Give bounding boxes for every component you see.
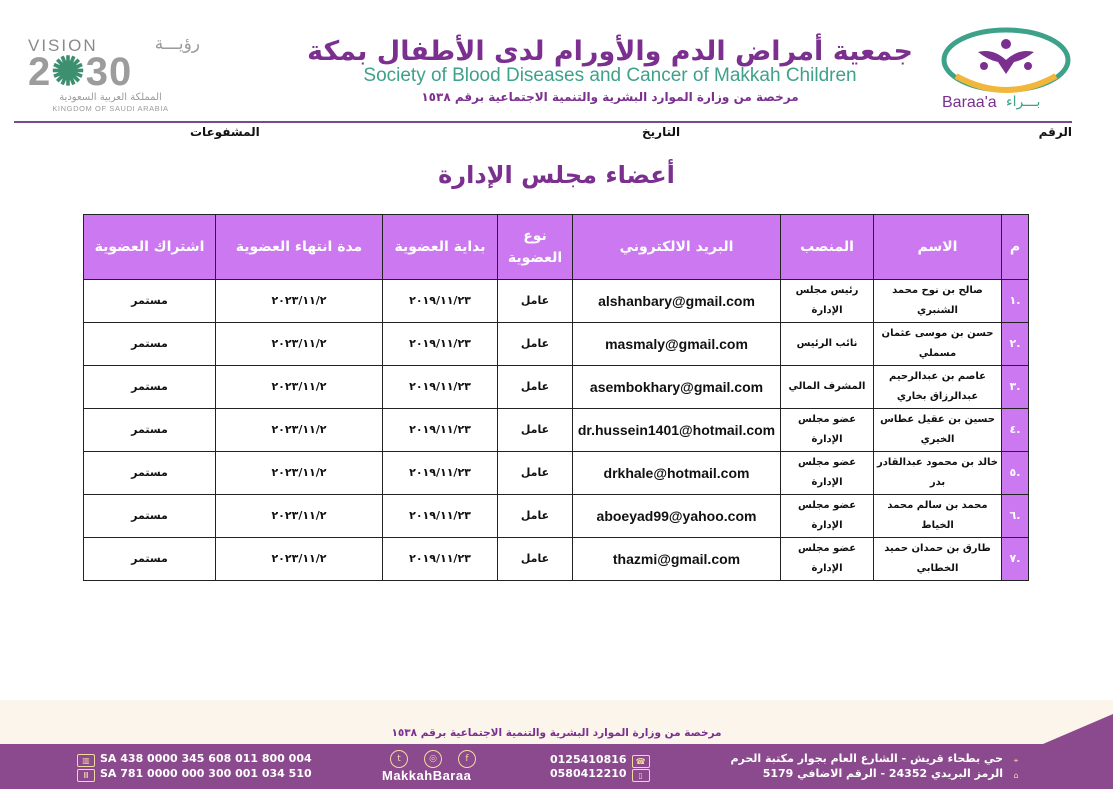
table-row xyxy=(84,280,1029,323)
logo-caption-arabic: بـــراء xyxy=(1006,94,1041,110)
vision-label: VISION xyxy=(28,36,98,55)
cell-membership-start: ٢٠١٩/١١/٢٣ xyxy=(383,452,498,495)
address-line-1: ⌖حي بطحاء قريش - الشارع العام بجوار مكتبة الحرم xyxy=(730,752,1029,766)
logo-caption-english: Baraa'a xyxy=(942,94,997,111)
cell-position: رئيس مجلس الإدارة xyxy=(781,280,874,323)
phone-icon: ☎ xyxy=(632,755,650,768)
cell-membership-type: عامل xyxy=(498,323,573,366)
cell-membership-type: عامل xyxy=(498,538,573,581)
header-position: المنصب xyxy=(781,215,874,280)
cell-position: عضو مجلس الإدارة xyxy=(781,495,874,538)
cell-subscription: مستمر xyxy=(84,409,216,452)
phone-number: 0125410816 ☎ xyxy=(550,753,655,768)
letterhead xyxy=(0,0,1113,122)
mobile-icon: ▯ xyxy=(632,769,650,782)
header-membership-end: مدة انتهاء العضوية xyxy=(216,215,383,280)
organization-name-english: Society of Blood Diseases and Cancer of Makkah Children xyxy=(363,65,857,86)
cell-position: عضو مجلس الإدارة xyxy=(781,452,874,495)
cell-name: حسين بن عقيل عطاس الخيري xyxy=(874,409,1002,452)
cell-email: asembokhary@gmail.com xyxy=(573,366,781,409)
cell-subscription: مستمر xyxy=(84,280,216,323)
cell-email: masmaly@gmail.com xyxy=(573,323,781,366)
cell-membership-type: عامل xyxy=(498,366,573,409)
footer-license-note: مرخصة من وزارة الموارد البشرية والتنمية الاجتماعية برقم ١٥٣٨ xyxy=(391,727,722,739)
cell-membership-start: ٢٠١٩/١١/٢٣ xyxy=(383,409,498,452)
cell-subscription: مستمر xyxy=(84,366,216,409)
cell-membership-type: عامل xyxy=(498,495,573,538)
cell-email: drkhale@hotmail.com xyxy=(573,452,781,495)
cell-name: صالح بن نوح محمد الشنبري xyxy=(874,280,1002,323)
cell-membership-end: ٢٠٢٣/١١/٢ xyxy=(216,409,383,452)
table-row xyxy=(84,409,1029,452)
cell-membership-end: ٢٠٢٣/١١/٢ xyxy=(216,323,383,366)
vision-arabic-label: رؤيـــة xyxy=(154,34,200,54)
letterhead-footer xyxy=(0,700,1113,789)
cell-name: حسن بن موسى عثمان مسملي xyxy=(874,323,1002,366)
social-handle: MakkahBaraa xyxy=(382,768,472,783)
cell-membership-type: عامل xyxy=(498,409,573,452)
header-membership-subscription: اشتراك العضوية xyxy=(84,215,216,280)
mobile-number: 0580412210 ▯ xyxy=(550,767,655,782)
cell-num: .٢ xyxy=(1002,323,1029,366)
kingdom-arabic-label: المملكة العربية السعودية xyxy=(59,92,162,103)
baraa-emblem-icon xyxy=(938,26,1076,96)
twitter-icon[interactable]: t xyxy=(390,750,408,768)
social-icons xyxy=(382,750,484,768)
date-label: التاريخ xyxy=(642,125,681,139)
cell-membership-end: ٢٠٢٣/١١/٢ xyxy=(216,495,383,538)
cell-position: نائب الرئيس xyxy=(781,323,874,366)
cell-membership-end: ٢٠٢٣/١١/٢ xyxy=(216,366,383,409)
cell-email: dr.hussein1401@hotmail.com xyxy=(573,409,781,452)
bank-account-2: Ⅲ SA 781 0000 000 300 001 034 510 xyxy=(72,767,312,782)
cell-name: طارق بن حمدان حميد الخطابي xyxy=(874,538,1002,581)
reference-number-label: الرقم xyxy=(1038,125,1072,139)
address-line-2: ⌂الرمز البريدي 24352 - الرقم الاضافي 5179 xyxy=(763,767,1029,781)
table-row xyxy=(84,538,1029,581)
cell-num: .١ xyxy=(1002,280,1029,323)
header-membership-start: بداية العضوية xyxy=(383,215,498,280)
bank-icon: ▥ xyxy=(77,754,95,767)
cell-subscription: مستمر xyxy=(84,323,216,366)
cell-membership-type: عامل xyxy=(498,452,573,495)
cell-membership-start: ٢٠١٩/١١/٢٣ xyxy=(383,538,498,581)
cell-position: عضو مجلس الإدارة xyxy=(781,409,874,452)
table-row xyxy=(84,323,1029,366)
cell-membership-end: ٢٠٢٣/١١/٢ xyxy=(216,280,383,323)
organization-name-block xyxy=(300,36,920,106)
cell-membership-type: عامل xyxy=(498,280,573,323)
cell-subscription: مستمر xyxy=(84,538,216,581)
header-num: م xyxy=(1002,215,1029,280)
cell-membership-start: ٢٠١٩/١١/٢٣ xyxy=(383,495,498,538)
cell-position: المشرف المالي xyxy=(781,366,874,409)
cell-num: .٦ xyxy=(1002,495,1029,538)
header-email: البريد الالكتروني xyxy=(573,215,781,280)
bank-building-icon: Ⅲ xyxy=(77,769,95,782)
vision-emblem-icon: ✺ xyxy=(51,50,86,94)
vision-year: 2✺30 xyxy=(28,50,133,94)
cell-num: .٧ xyxy=(1002,538,1029,581)
attachments-label: المشفوعات xyxy=(190,125,260,139)
cell-membership-end: ٢٠٢٣/١١/٢ xyxy=(216,452,383,495)
vision-2030-logo xyxy=(28,34,200,113)
table-header-row xyxy=(84,215,1029,280)
organization-name-arabic: جمعية أمراض الدم والأورام لدى الأطفال بمكة xyxy=(307,36,913,67)
cell-num: .٤ xyxy=(1002,409,1029,452)
cell-position: عضو مجلس الإدارة xyxy=(781,538,874,581)
instagram-icon[interactable]: ◎ xyxy=(424,750,442,768)
header-name: الاسم xyxy=(874,215,1002,280)
table-row xyxy=(84,452,1029,495)
board-members-table xyxy=(83,214,1029,581)
cell-num: .٣ xyxy=(1002,366,1029,409)
location-pin-icon: ⌖ xyxy=(1013,756,1019,765)
page-title: أعضاء مجلس الإدارة xyxy=(438,161,675,189)
cell-membership-end: ٢٠٢٣/١١/٢ xyxy=(216,538,383,581)
cell-membership-start: ٢٠١٩/١١/٢٣ xyxy=(383,366,498,409)
table-row xyxy=(84,366,1029,409)
cell-email: aboeyad99@yahoo.com xyxy=(573,495,781,538)
cell-subscription: مستمر xyxy=(84,495,216,538)
table-row xyxy=(84,495,1029,538)
facebook-icon[interactable]: f xyxy=(458,750,476,768)
cell-num: .٥ xyxy=(1002,452,1029,495)
header-divider xyxy=(14,121,1072,123)
home-icon: ⌂ xyxy=(1013,771,1019,780)
header-membership-type: نوع العضوية xyxy=(498,215,573,280)
cell-membership-start: ٢٠١٩/١١/٢٣ xyxy=(383,323,498,366)
cell-name: عاصم بن عبدالرحيم عبدالرزاق بخاري xyxy=(874,366,1002,409)
bank-account-1: ▥ SA 438 0000 345 608 011 800 004 xyxy=(72,752,312,767)
baraa-logo xyxy=(938,26,1076,116)
license-line: مرخصة من وزارة الموارد البشرية والتنمية الاجتماعية برقم ١٥٣٨ xyxy=(421,90,799,104)
cell-name: خالد بن محمود عبدالقادر بدر xyxy=(874,452,1002,495)
cell-email: alshanbary@gmail.com xyxy=(573,280,781,323)
cell-membership-start: ٢٠١٩/١١/٢٣ xyxy=(383,280,498,323)
cell-name: محمد بن سالم محمد الخياط xyxy=(874,495,1002,538)
kingdom-english-label: KINGDOM OF SAUDI ARABIA xyxy=(52,104,169,113)
cell-email: thazmi@gmail.com xyxy=(573,538,781,581)
cell-subscription: مستمر xyxy=(84,452,216,495)
